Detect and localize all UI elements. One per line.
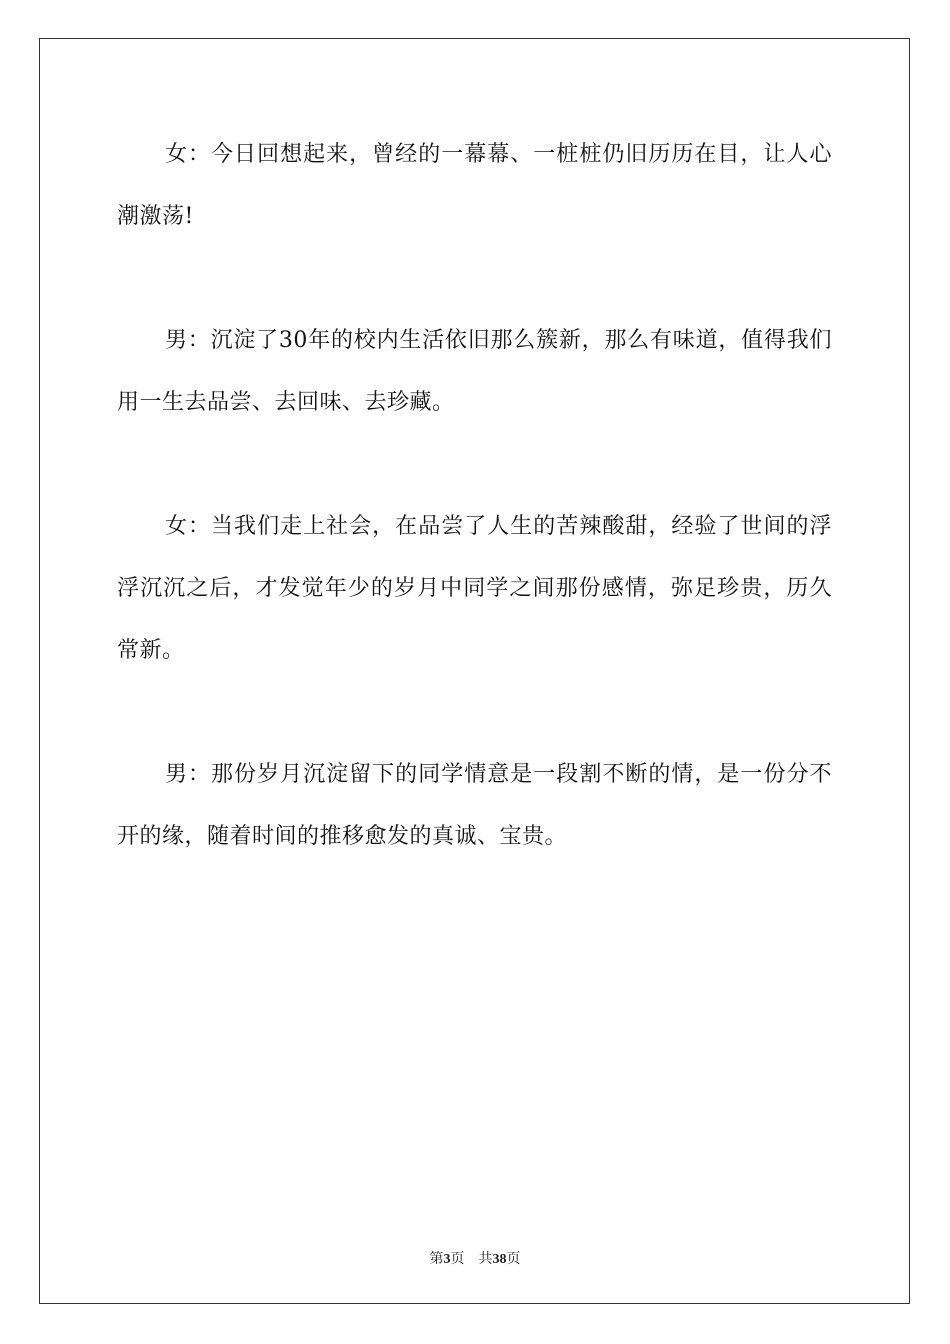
total-prefix: 共 — [478, 1252, 493, 1267]
paragraph-1: 女：今日回想起来，曾经的一幕幕、一桩桩仍旧历历在目，让人心潮激荡! — [117, 142, 832, 229]
page-prefix: 第 — [429, 1252, 444, 1267]
paragraph-4: 男：那份岁月沉淀留下的同学情意是一段割不断的情，是一份分不开的缘，随着时间的推移愈发的真诚、宝贵。 — [117, 762, 832, 849]
document-body — [117, 124, 832, 868]
page-number: 3 — [443, 1252, 451, 1267]
paragraph-2: 男：沉淀了30年的校内生活依旧那么簇新，那么有味道，值得我们用一生去品尝、去回味、去珍藏。 — [117, 328, 832, 415]
paragraph-3: 女：当我们走上社会，在品尝了人生的苦辣酸甜，经验了世间的浮浮沉沉之后，才发觉年少的岁月中同学之间那份感情，弥足珍贵，历久常新。 — [117, 514, 832, 663]
total-suffix: 页 — [506, 1252, 521, 1267]
page-suffix: 页 — [450, 1252, 465, 1267]
page-footer — [0, 1248, 950, 1268]
total-pages: 38 — [492, 1252, 507, 1267]
